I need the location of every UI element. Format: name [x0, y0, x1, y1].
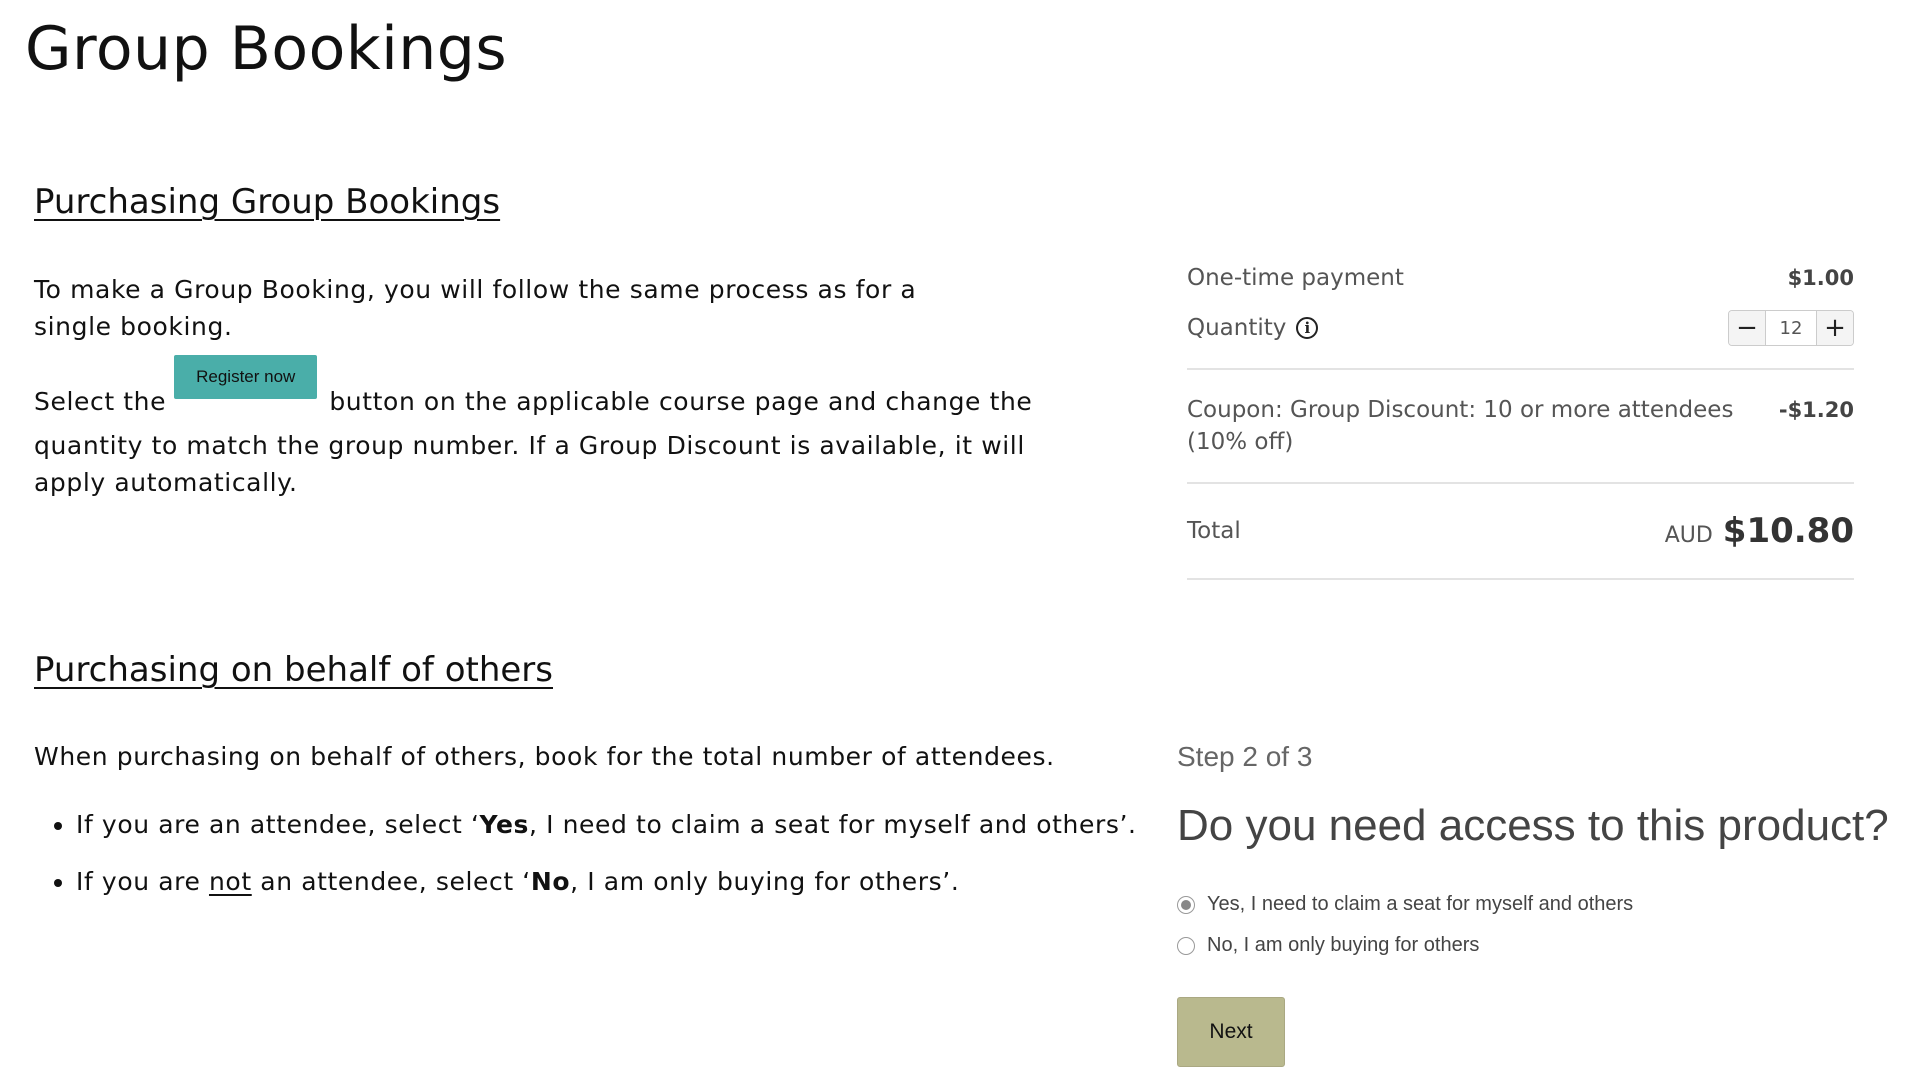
- quantity-label-wrap: [1187, 315, 1318, 341]
- section-heading-purchasing-on-behalf: Purchasing on behalf of others: [34, 650, 553, 690]
- step-question: Do you need access to this product?: [1177, 801, 1889, 850]
- total-value: $10.80: [1722, 511, 1854, 551]
- radio-option-no[interactable]: [1177, 934, 1889, 957]
- onetime-payment-value: $1.00: [1787, 266, 1854, 290]
- register-now-button[interactable]: Register now: [174, 355, 317, 399]
- coupon-value: -$1.20: [1778, 398, 1854, 422]
- radio-yes-label[interactable]: Yes, I need to claim a seat for myself and others: [1207, 893, 1634, 915]
- quantity-increase-button[interactable]: +: [1817, 311, 1853, 345]
- instructions-text-before: Select the: [34, 387, 167, 416]
- bullet1-bold: Yes: [479, 810, 529, 839]
- list-item: [76, 863, 1137, 900]
- group-booking-intro-text: To make a Group Booking, you will follow the same process as for a single booking.: [34, 275, 917, 341]
- access-step-panel: [1177, 741, 1889, 1067]
- total-row: [1187, 484, 1854, 578]
- radio-no[interactable]: [1177, 937, 1195, 955]
- radio-option-yes[interactable]: [1177, 893, 1889, 916]
- behalf-intro-text: When purchasing on behalf of others, book for the total number of attendees.: [34, 742, 1055, 771]
- radio-yes[interactable]: [1177, 896, 1195, 914]
- onetime-payment-row: [1187, 256, 1854, 300]
- total-amount: [1665, 511, 1854, 551]
- coupon-label: Coupon: Group Discount: 10 or more attendees (10% off): [1187, 397, 1734, 455]
- group-booking-instructions: [34, 367, 1094, 501]
- bullet2-text-c: , I am only buying for others’.: [570, 867, 960, 896]
- quantity-decrease-button[interactable]: −: [1729, 311, 1765, 345]
- quantity-label: Quantity: [1187, 315, 1287, 341]
- step-counter: Step 2 of 3: [1177, 741, 1313, 772]
- quantity-input[interactable]: 12: [1765, 311, 1817, 345]
- page-title: Group Bookings: [25, 14, 508, 84]
- total-label: Total: [1187, 518, 1241, 544]
- coupon-row: [1187, 370, 1854, 482]
- next-button[interactable]: Next: [1177, 997, 1285, 1067]
- radio-selected-dot: [1181, 900, 1191, 910]
- bullet2-bold: No: [530, 867, 571, 896]
- instructions-text-after: button on the applicable course page and change the quantity to match the group number. If a Group Discount is available, it will apply automatically.: [34, 387, 1033, 497]
- onetime-payment-label: One-time payment: [1187, 265, 1404, 291]
- divider: [1187, 578, 1854, 580]
- bullet1-text-a: If you are an attendee, select ‘: [76, 810, 480, 839]
- quantity-stepper: [1728, 310, 1854, 346]
- bullet1-text-b: , I need to claim a seat for myself and others’.: [529, 810, 1137, 839]
- radio-no-label[interactable]: No, I am only buying for others: [1207, 934, 1480, 956]
- order-summary: [1187, 256, 1854, 580]
- list-item: [76, 806, 1137, 843]
- section-heading-purchasing-group-bookings: Purchasing Group Bookings: [34, 182, 501, 222]
- behalf-options-list: [34, 806, 1137, 920]
- bullet2-underline: not: [208, 867, 252, 896]
- bullet2-text-a: If you are: [76, 867, 209, 896]
- quantity-row: [1187, 300, 1854, 356]
- bullet2-text-b: an attendee, select ‘: [251, 867, 531, 896]
- total-currency: AUD: [1664, 523, 1713, 548]
- info-icon[interactable]: i: [1296, 317, 1318, 339]
